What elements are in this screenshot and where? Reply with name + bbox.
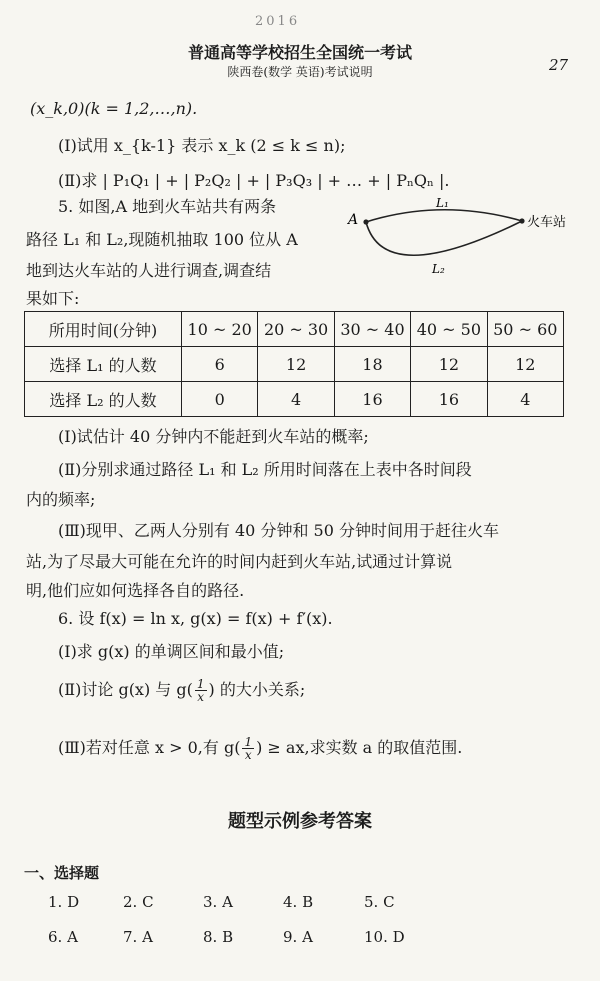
q5-part-1: (Ⅰ)试估计 40 分钟内不能赶到火车站的概率; <box>58 427 369 446</box>
answer-item: 10. D <box>364 928 405 946</box>
table-cell: 16 <box>334 382 410 417</box>
table-header-cell: 30 ~ 40 <box>334 312 410 347</box>
q5-part-3b: 站,为了尽最大可能在允许的时间内赶到火车站,试通过计算说 <box>26 552 453 571</box>
answer-item: 5. C <box>364 893 395 911</box>
table-header-row <box>25 312 564 347</box>
q5-line-2: 路径 L₁ 和 L₂,现随机抽取 100 位从 A <box>26 230 298 249</box>
table-cell: 选择 L₂ 的人数 <box>25 382 182 417</box>
fraction-one-over-x <box>195 678 207 703</box>
q6-part-2-pre: (Ⅱ)讨论 g(x) 与 g( <box>58 680 193 699</box>
q5-part-2b: 内的频率; <box>26 490 96 509</box>
q5-line-3: 地到达火车站的人进行调查,调查结 <box>26 261 272 280</box>
table-row <box>25 347 564 382</box>
q5-line-1: 5. 如图,A 地到火车站共有两条 <box>58 197 277 216</box>
q5-part-2a: (Ⅱ)分别求通过路径 L₁ 和 L₂ 所用时间落在上表中各时间段 <box>58 460 472 479</box>
answer-item: 7. A <box>123 928 153 946</box>
label-a: A <box>348 212 359 228</box>
table-cell: 12 <box>258 347 334 382</box>
label-station: 火车站 <box>527 215 567 230</box>
q6-part-3 <box>58 735 462 761</box>
q5-part-3a: (Ⅲ)现甲、乙两人分别有 40 分钟和 50 分钟时间用于赶往火车 <box>58 521 499 540</box>
fraction-numerator: 1 <box>244 735 253 749</box>
table-header-cell: 40 ~ 50 <box>411 312 487 347</box>
text-line-2: (Ⅰ)试用 x_{k-1} 表示 x_k (2 ≤ k ≤ n); <box>58 136 346 155</box>
table-cell: 6 <box>182 347 258 382</box>
point-station <box>519 218 524 223</box>
answer-item: 1. D <box>48 893 80 911</box>
point-a <box>363 219 368 224</box>
path-l2 <box>366 221 522 255</box>
text-line-3: (Ⅱ)求 | P₁Q₁ | + | P₂Q₂ | + | P₃Q₃ | + … + | PₙQₙ |. <box>58 171 450 190</box>
answers-subsection: 一、选择题 <box>24 864 100 882</box>
q6-part-2-post: ) 的大小关系; <box>208 680 306 699</box>
table-header-cell: 10 ~ 20 <box>182 312 258 347</box>
answers-section-title: 题型示例参考答案 <box>228 811 372 832</box>
table-row <box>25 382 564 417</box>
q6-part-1: (Ⅰ)求 g(x) 的单调区间和最小值; <box>58 642 285 661</box>
fraction-one-over-x <box>242 736 254 761</box>
q5-line-4: 果如下: <box>26 289 80 308</box>
table-cell: 18 <box>334 347 410 382</box>
answer-item: 4. B <box>283 893 314 911</box>
table-cell: 4 <box>487 382 563 417</box>
table-header-cell: 所用时间(分钟) <box>25 312 182 347</box>
table-header-cell: 50 ~ 60 <box>487 312 563 347</box>
label-l2: L₂ <box>432 262 445 276</box>
header-top-mark: 2016 <box>255 14 301 29</box>
header-subtitle: 陕西卷(数学 英语)考试说明 <box>227 65 373 79</box>
q6-stem: 6. 设 f(x) = ln x, g(x) = f(x) + f′(x). <box>58 609 333 628</box>
fraction-numerator: 1 <box>196 677 205 691</box>
q5-part-3c: 明,他们应如何选择各自的路径. <box>26 581 245 600</box>
table-cell: 16 <box>411 382 487 417</box>
fraction-denominator: x <box>244 748 252 762</box>
table-cell: 0 <box>182 382 258 417</box>
text-line-1: (x_k,0)(k = 1,2,…,n). <box>30 99 198 118</box>
table-cell: 12 <box>411 347 487 382</box>
label-l1: L₁ <box>436 196 449 210</box>
q6-part-2 <box>58 677 305 703</box>
answer-item: 3. A <box>203 893 233 911</box>
table-cell: 12 <box>487 347 563 382</box>
answer-item: 6. A <box>48 928 78 946</box>
answer-item: 8. B <box>203 928 234 946</box>
q6-part-3-pre: (Ⅲ)若对任意 x > 0,有 g( <box>58 738 241 757</box>
table-cell: 4 <box>258 382 334 417</box>
table-header-cell: 20 ~ 30 <box>258 312 334 347</box>
survey-table <box>24 311 564 417</box>
route-figure <box>344 194 579 276</box>
fraction-denominator: x <box>197 690 205 704</box>
page-number: 27 <box>549 56 569 74</box>
q6-part-3-post: ) ≥ ax,求实数 a 的取值范围. <box>256 738 463 757</box>
path-l1 <box>366 210 522 222</box>
answer-item: 2. C <box>123 893 154 911</box>
answer-item: 9. A <box>283 928 313 946</box>
table-cell: 选择 L₁ 的人数 <box>25 347 182 382</box>
header-title: 普通高等学校招生全国统一考试 <box>187 43 412 62</box>
